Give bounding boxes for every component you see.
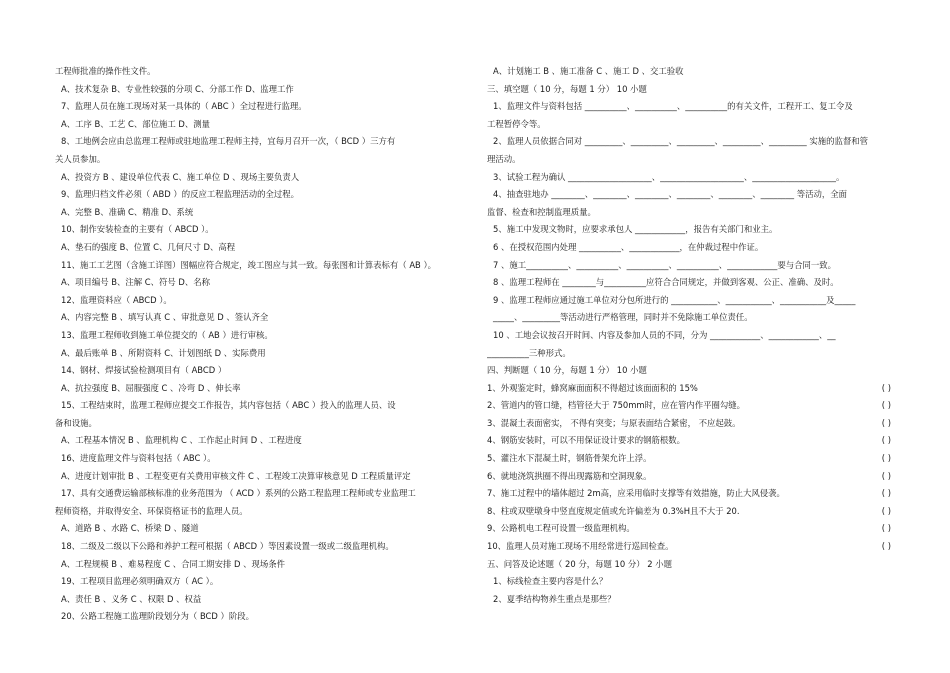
document-line: A、计划施工 B 、施工准备 C 、施工 D 、交工验收 (493, 66, 684, 76)
judgment-question (487, 471, 899, 482)
document-line: _____、_________等活动进行严格管理，同时并不免除施工单位责任。 (493, 312, 753, 323)
document-line: 工程暂停令等。 (487, 118, 546, 129)
document-line: 理活动。 (487, 153, 521, 164)
question-text: 10、监理人员对施工现场不用经常进行巡回检查。 (487, 541, 674, 552)
document-line: 五、问答及论述题（ 20 分，每题 10 分） 2 小题 (487, 558, 672, 569)
document-line: 关人员参加。 (55, 153, 106, 164)
document-line: 监督、检查和控制监理质量。 (487, 206, 596, 217)
judgment-question (487, 400, 899, 411)
document-line: 备和设施。 (55, 417, 97, 428)
document-line: 17、具有交通费运输部核标准的业务范围为 （ ACD ）系列的公路工程监理工程师或专业监理工 (61, 488, 416, 499)
document-line: 12、监理资料应（ ABCD ）。 (61, 294, 172, 305)
document-line: 10、制作安装检查的主要有（ ABCD ）。 (61, 224, 214, 235)
question-text: 6、就地浇筑拱圈不得出现露筋和空洞现象。 (487, 470, 652, 481)
judgment-question (487, 506, 899, 517)
answer-parentheses: ( ) (881, 505, 891, 516)
answer-parentheses: ( ) (881, 382, 891, 393)
answer-parentheses: ( ) (881, 523, 891, 534)
document-line: 20、公路工程施工监理阶段划分为（ BCD ）阶段。 (61, 611, 254, 622)
document-line: 19、工程项目监理必须明确双方（ AC ）。 (61, 576, 219, 587)
question-text: 2、管道内的管口缝，档管径大于 750mm时，应在管内作平圈勾缝。 (487, 400, 746, 411)
document-line: A、工程基本情况 B 、监理机构 C 、工作起止时间 D 、工程进度 (61, 435, 302, 446)
document-line: 6 、在授权范围内处理 __________、____________，在仲裁过程中作证。 (493, 241, 764, 252)
question-text: 1、外观鉴定时，蜂窝麻面面积不得超过该面面积的 15% (487, 382, 698, 393)
document-line: 14、钢材、焊接试验检测项目有（ ABCD ） (61, 365, 227, 376)
document-line: __________三种形式。 (487, 347, 571, 358)
document-line: 四、判断题（ 10 分，每题 1 分） 10 小题 (487, 365, 647, 376)
document-line: 三、填空题（ 10 分，每题 1 分） 10 小题 (487, 83, 647, 94)
document-line: A、完整 B、准确 C、精准 D、系统 (61, 206, 194, 217)
question-text: 7、施工过程中的墙体超过 2m高，应采用临时支撑等有效措施，防止大风侵袭。 (487, 488, 785, 499)
document-line: 7 、施工__________、__________、__________、__________、____________要与合同一致。 (493, 259, 836, 270)
right-column (487, 66, 899, 605)
judgment-question (487, 488, 899, 499)
answer-parentheses: ( ) (881, 541, 891, 552)
question-text: 9、公路机电工程可设置一级监理机构。 (487, 523, 635, 534)
document-line: 5、施工中发现文物时，应要求承包人 ____________，报告有关部门和业主。 (493, 224, 778, 235)
answer-parentheses: ( ) (881, 417, 891, 428)
document-line: 工程师批准的操作性文件。 (55, 66, 156, 76)
document-line: A、内容完整 B 、填写认真 C 、审批意见 D 、签认齐全 (61, 312, 269, 323)
question-text: 8、柱或双壁墩身中竖直度规定值或允许偏差为 0.3%H且不大于 20. (487, 505, 740, 516)
document-line: 9、监理归档文件必须（ ABD ）的反应工程监理活动的全过程。 (61, 189, 299, 200)
question-text: 3、混凝土表面密实， 不得有突变；与原表面结合紧密， 不应起鼓。 (487, 417, 741, 428)
document-line: 10 、工地会议按召开时间、内容及参加人员的不同，分为 ____________、____________、__ (493, 329, 836, 340)
judgment-question (487, 418, 899, 429)
document-line: A、投资方 B 、建设单位代表 C、施工单位 D 、现场主要负责人 (61, 171, 300, 182)
document-line: 16、进度监理文件与资料包括（ ABC ）。 (61, 453, 216, 464)
document-line: A、最后账单 B 、所附资料 C、计划图纸 D 、实际费用 (61, 347, 266, 358)
document-line: 8 、监理工程师在 ________与__________应符合合同规定，并做到客观、公正、准确、及时。 (493, 277, 839, 288)
document-line: 7、监理人员在施工现场对某一具体的（ ABC ）全过程进行监理。 (61, 101, 307, 112)
document-line: 1、监理文件与资料包括 __________、__________、__________的有关文件，工程开工、复工令及 (493, 101, 853, 112)
answer-parentheses: ( ) (881, 400, 891, 411)
judgment-question (487, 523, 899, 534)
document-line: 2、夏季结构物养生重点是那些？ (493, 593, 616, 604)
document-line: A、技术复杂 B、专业性较强的分项 C、分部工作 D、监理工作 (61, 83, 294, 94)
judgment-question (487, 453, 899, 464)
document-line: 9 、监理工程师应通过施工单位对分包所进行的 ___________、___________、___________及_____ (493, 294, 856, 305)
question-text: 4、钢筋安装时，可以不用保证设计要求的钢筋根数。 (487, 435, 685, 446)
document-line: 11、施工工艺图（含施工详图）图幅应符合规定，竣工图应与其一致。每张图和计算表标有（ AB ）。 (61, 259, 437, 270)
answer-parentheses: ( ) (881, 470, 891, 481)
document-line: 8、工地例会应由总监理工程师或驻地监理工程师主持，宜每月召开一次，（ BCD ）三方有 (61, 136, 396, 147)
answer-parentheses: ( ) (881, 435, 891, 446)
document-line: A、抗拉强度 B、屈服强度 C 、冷弯 D 、伸长率 (61, 382, 241, 393)
document-line: A、责任 B 、义务 C 、权限 D 、权益 (61, 593, 202, 604)
document-line: A、工序 B、工艺 C、部位施工 D、测量 (61, 118, 211, 129)
left-column (55, 66, 470, 622)
document-line: A、进度计划审批 B 、工程变更有关费用审核文件 C 、工程竣工决算审核意见 D 工程质量评定 (61, 470, 411, 481)
question-text: 5、灌注水下混凝土时，钢筋骨架允许上浮。 (487, 453, 652, 464)
document-line: A、项目编号 B、注解 C、符号 D、名称 (61, 277, 211, 288)
document-line: 4、抽查驻地办 ________、________、________、________、________、________ 等活动，全面 (493, 189, 848, 200)
judgment-question (487, 435, 899, 446)
judgment-question (487, 541, 899, 552)
document-line: 程师资格，并取得安全、环保资格证书的监理人员。 (55, 505, 248, 516)
document-line: A、垫石的强度 B、位置 C、几何尺寸 D、高程 (61, 241, 236, 252)
document-line: 13、监理工程师收到施工单位提交的（ AB ）进行审核。 (61, 329, 273, 340)
judgment-question (487, 383, 899, 394)
document-line: A、道路 B 、水路 C、桥梁 D 、隧道 (61, 523, 199, 534)
document-line: 18、二级及二级以下公路和养护工程可根据（ ABCD ）等因素设置一级或二级监理机构。 (61, 541, 394, 552)
document-line: 15、工程结束时，监理工程师应提交工作报告，其内容包括（ ABC ）投入的监理人员、设 (61, 400, 396, 411)
document-line: 1、标线检查主要内容是什么？ (493, 576, 608, 587)
answer-parentheses: ( ) (881, 488, 891, 499)
document-line: 2、监理人员依据合同对 _________、_________、_________、_________、_________ 实施的监督和管 (493, 136, 868, 147)
document-line: A、工程规模 B 、难易程度 C 、合同工期安排 D 、现场条件 (61, 558, 285, 569)
answer-parentheses: ( ) (881, 453, 891, 464)
document-line: 3、试验工程为确认 ____________________、____________________、____________________。 (493, 171, 845, 182)
